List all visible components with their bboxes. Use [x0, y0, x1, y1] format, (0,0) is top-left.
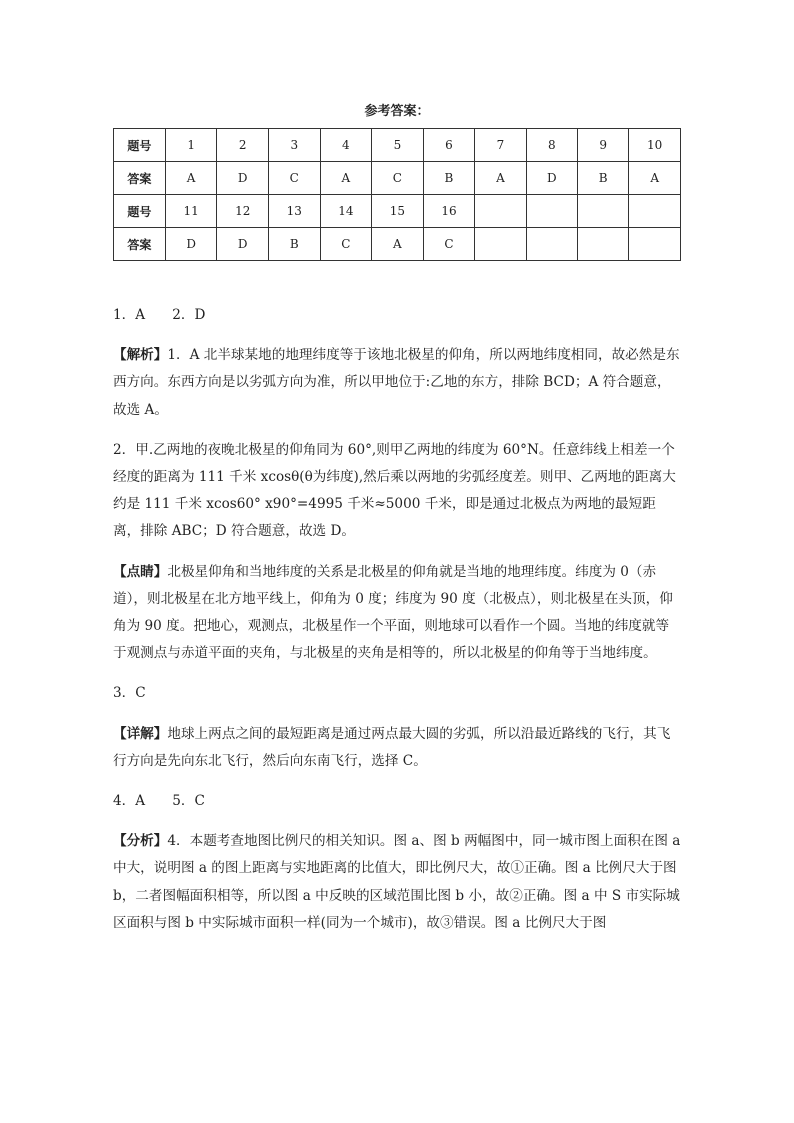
table-cell: 11: [165, 195, 217, 228]
table-row: [114, 228, 681, 261]
table-cell: 6: [423, 129, 475, 162]
table-cell: [475, 195, 526, 228]
table-cell: D: [526, 162, 577, 195]
paragraph-text: 地球上两点之间的最短距离是通过两点最大圆的劣弧，所以沿最近路线的飞行，其飞行方向是先向东北飞行，然后向东南飞行，选择 C。: [113, 725, 671, 769]
explanation-content: [113, 302, 681, 950]
paragraph-text: 4．本题考查地图比例尺的相关知识。图 a、图 b 两幅图中，同一城市图上面积在图 a 中大，说明图 a 的图上距离与实地距离的比值大，即比例尺大，故①正确。图 a 比例尺大于图 b，二者图幅面积相等，所以图 a 中反映的区域范围比图 b 小，故②正确。图 a 中 S 市实际城区面积与图 b 中实际城市面积一样(同为一个城市)，故③错误。图 a 比例尺大于图: [113, 833, 681, 931]
table-cell: A: [372, 228, 424, 261]
paragraph-text: 2．甲.乙两地的夜晚北极星的仰角同为 60°,则甲乙两地的纬度为 60°N。任意纬线上相差一个经度的距离为 111 千米 xcosθ(θ为纬度),然后乘以两地的劣弧经度差。则甲、乙两地的距离大约是 111 千米 xcos60° x90°=4995 千米≈5000 千米，即是通过北极点为两地的最短距离，排除 ABC；D 符合题意，故选 D。: [113, 441, 676, 540]
table-cell: 8: [526, 129, 577, 162]
table-cell: A: [475, 162, 526, 195]
answer-line: [113, 302, 681, 329]
table-cell: C: [268, 162, 320, 195]
table-cell: C: [423, 228, 475, 261]
row-label: 答案: [114, 162, 166, 195]
row-label: 题号: [114, 195, 166, 228]
row-label: 答案: [114, 228, 166, 261]
table-row: [114, 162, 681, 195]
explanation-paragraph: [113, 721, 681, 775]
section-tag: 【解析】: [113, 347, 168, 364]
table-cell: B: [578, 162, 629, 195]
table-cell: 10: [629, 129, 681, 162]
table-row: [114, 195, 681, 228]
explanation-paragraph: [113, 342, 681, 424]
table-cell: B: [268, 228, 320, 261]
table-cell: 14: [320, 195, 372, 228]
table-cell: A: [629, 162, 681, 195]
table-cell: 7: [475, 129, 526, 162]
table-cell: C: [372, 162, 424, 195]
table-cell: 16: [423, 195, 475, 228]
table-cell: [629, 228, 681, 261]
section-tag: 【详解】: [113, 725, 168, 742]
table-cell: B: [423, 162, 475, 195]
table-cell: D: [165, 228, 217, 261]
table-cell: 4: [320, 129, 372, 162]
table-cell: 15: [372, 195, 424, 228]
table-cell: A: [165, 162, 217, 195]
paragraph-text: 4．A 5．C: [113, 793, 205, 810]
explanation-paragraph: [113, 828, 681, 937]
table-cell: 1: [165, 129, 217, 162]
table-cell: [629, 195, 681, 228]
table-cell: [578, 195, 629, 228]
table-row: [114, 129, 681, 162]
answer-line: [113, 680, 681, 707]
table-cell: 5: [372, 129, 424, 162]
table-cell: C: [320, 228, 372, 261]
explanation-paragraph: [113, 559, 681, 668]
table-cell: 12: [217, 195, 269, 228]
paragraph-text: 3．C: [113, 685, 146, 702]
answer-table: [113, 128, 681, 261]
table-cell: [526, 228, 577, 261]
table-cell: [578, 228, 629, 261]
table-cell: D: [217, 162, 269, 195]
section-tag: 【点睛】: [113, 563, 168, 580]
table-cell: 9: [578, 129, 629, 162]
table-cell: [526, 195, 577, 228]
answer-line: [113, 788, 681, 815]
table-cell: 2: [217, 129, 269, 162]
table-cell: 13: [268, 195, 320, 228]
explanation-paragraph: [113, 437, 681, 546]
table-cell: 3: [268, 129, 320, 162]
table-cell: [475, 228, 526, 261]
section-tag: 【分析】: [113, 833, 168, 850]
table-cell: A: [320, 162, 372, 195]
page-title: 参考答案：: [364, 104, 430, 119]
paragraph-text: 1．A 2．D: [113, 307, 206, 323]
paragraph-text: 1．A 北半球某地的地理纬度等于该地北极星的仰角，所以两地纬度相同，故必然是东西方向。东西方向是以劣弧方向为准，所以甲地位于:乙地的东方，排除 BCD；A 符合题意，故选 A。: [113, 347, 680, 418]
paragraph-text: 北极星仰角和当地纬度的关系是北极星的仰角就是当地的地理纬度。纬度为 0（赤道），则北极星在北方地平线上，仰角为 0 度；纬度为 90 度（北极点），则北极星在头顶，仰角为 90 度。把地心，观测点，北极星作一个平面，则地球可以看作一个圆。当地的纬度就等于观测点与赤道平面的夹角，与北极星的夹角是相等的，所以北极星的仰角等于当地纬度。: [113, 563, 673, 662]
table-cell: D: [217, 228, 269, 261]
row-label: 题号: [114, 129, 166, 162]
